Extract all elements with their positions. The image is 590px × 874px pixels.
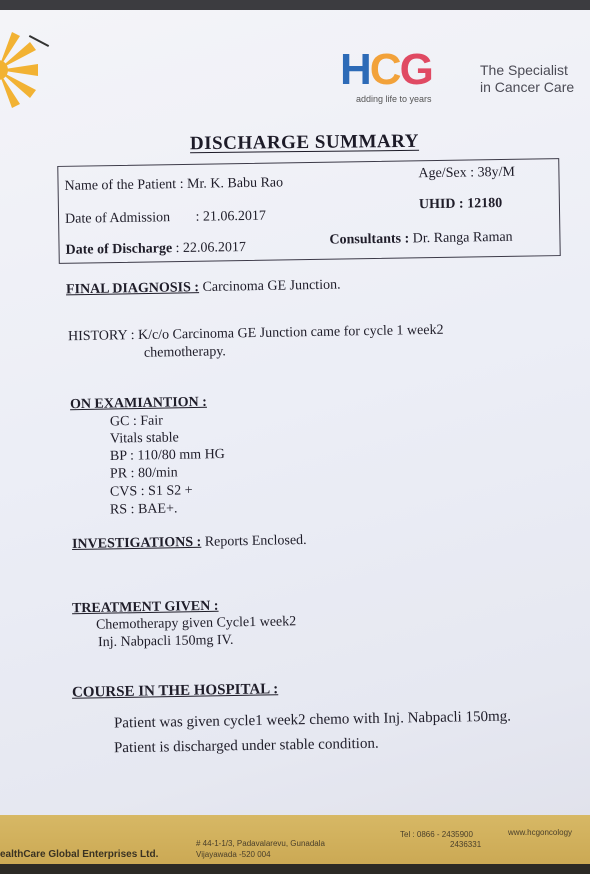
exam-item: GC : Fair — [109, 413, 164, 430]
examination-heading — [70, 395, 207, 413]
final-diagnosis-label: FINAL DIAGNOSIS : — [65, 280, 200, 298]
admission-label: Date of Admission — [64, 210, 171, 227]
age-sex-label: Age/Sex : — [418, 165, 475, 182]
history — [68, 323, 444, 346]
logo-specialist-text — [480, 62, 574, 96]
history-label: HISTORY : — [67, 328, 135, 345]
top-edge-shadow — [0, 0, 590, 10]
treatment-line-1: Chemotherapy given Cycle1 week2 — [95, 614, 297, 633]
footer-phone — [400, 830, 481, 850]
treatment-line-2: Inj. Nabpacli 150mg IV. — [97, 632, 234, 651]
investigations — [72, 533, 307, 553]
discharge-value: : 22.06.2017 — [175, 239, 247, 257]
history-line-1: K/c/o Carcinoma GE Junction came for cycle 1 week2 — [137, 322, 444, 344]
footer-website: www.hcgoncology — [508, 828, 573, 837]
course-label: COURSE IN THE HOSPITAL : — [71, 681, 279, 701]
consultant-value: Dr. Ranga Raman — [412, 229, 513, 247]
uhid-row — [419, 196, 502, 213]
discharge-label: Date of Discharge — [65, 241, 173, 258]
footer-address-line-2: Vijayawada -520 004 — [196, 850, 271, 859]
exam-item: PR : 80/min — [109, 465, 178, 482]
course-line-2: Patient is discharged under stable condition. — [113, 735, 379, 757]
exam-item: Vitals stable — [109, 430, 179, 447]
investigations-value: Reports Enclosed. — [204, 532, 307, 550]
bottom-edge-shadow — [0, 864, 590, 874]
investigations-label: INVESTIGATIONS : — [71, 534, 202, 553]
footer-address — [196, 838, 325, 860]
admission-value: : 21.06.2017 — [195, 208, 267, 225]
consultant-row — [329, 230, 512, 249]
exam-item: CVS : S1 S2 + — [109, 483, 193, 500]
uhid-label: UHID : — [418, 196, 464, 213]
footer-company: ealthCare Global Enterprises Ltd. — [0, 849, 159, 860]
final-diagnosis — [66, 278, 341, 299]
uhid-value: 12180 — [467, 195, 503, 212]
footer-address-line-1: # 44-1-1/3, Padavalarevu, Gunadala — [196, 839, 325, 848]
document-title: DISCHARGE SUMMARY — [189, 130, 420, 155]
sun-logo-icon — [0, 30, 58, 110]
logo-letter-h: H — [340, 45, 370, 94]
examination-label: ON EXAMIANTION : — [69, 394, 208, 413]
logo-tagline: adding life to years — [356, 94, 432, 104]
patient-info-box — [57, 158, 560, 264]
course-heading — [72, 681, 278, 702]
history-line-2: chemotherapy. — [143, 344, 227, 361]
course-line-1: Patient was given cycle1 week2 chemo with Inj. Nabpacli 150mg. — [113, 708, 512, 732]
age-sex-value: 38y/M — [477, 164, 515, 181]
final-diagnosis-value: Carcinoma GE Junction. — [202, 277, 341, 296]
age-sex-row — [418, 165, 515, 183]
specialist-line-2: in Cancer Care — [480, 79, 575, 95]
patient-name-row — [64, 175, 283, 194]
patient-name-value: Mr. K. Babu Rao — [186, 175, 284, 192]
admission-row — [65, 209, 266, 228]
treatment-label: TREATMENT GIVEN : — [71, 598, 219, 617]
patient-name-label: Name of the Patient : — [64, 176, 184, 194]
consultant-label: Consultants : — [329, 231, 410, 248]
hcg-logo — [340, 46, 585, 108]
exam-item: BP : 110/80 mm HG — [109, 446, 225, 465]
footer-phone-line-1: Tel : 0866 - 2435900 — [400, 830, 473, 839]
logo-letter-g: G — [399, 45, 432, 94]
specialist-line-1: The Specialist — [480, 62, 568, 78]
discharge-row — [65, 240, 246, 259]
exam-item: RS : BAE+. — [109, 501, 178, 518]
footer-phone-line-2: 2436331 — [450, 840, 482, 849]
hcg-wordmark — [340, 46, 432, 94]
treatment-heading — [72, 599, 219, 618]
logo-letter-c: C — [369, 45, 400, 94]
